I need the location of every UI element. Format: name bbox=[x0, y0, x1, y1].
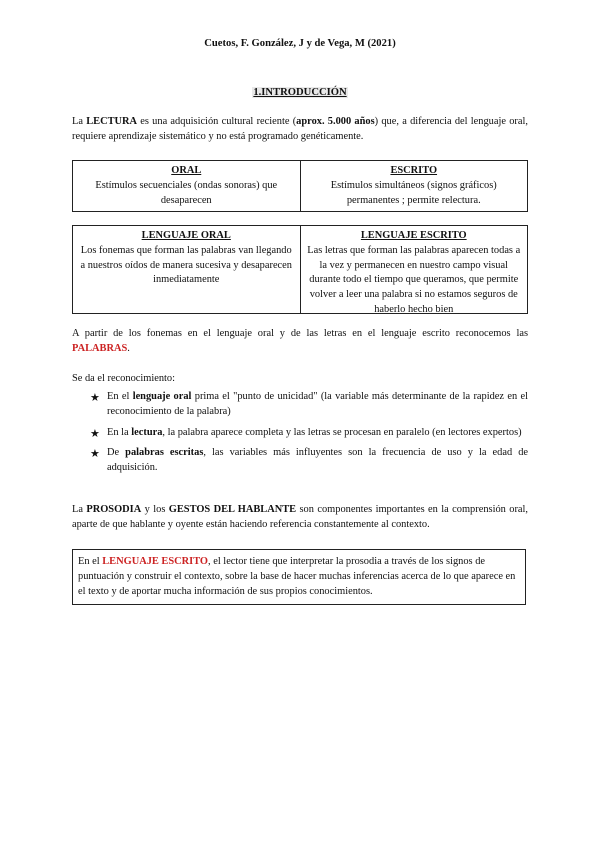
section-title-text: 1.INTRODUCCIÓN bbox=[253, 87, 347, 98]
palabras-paragraph bbox=[72, 327, 528, 357]
bullet-bold: palabras escritas bbox=[125, 447, 204, 459]
bullet-list bbox=[72, 390, 528, 482]
cell-lenguaje-escrito bbox=[300, 226, 528, 313]
cell-escrito bbox=[300, 161, 528, 211]
citation-header bbox=[0, 36, 600, 51]
cell-oral-text: Estímulos secuenciales (ondas sonoras) que desaparecen bbox=[95, 179, 278, 206]
intro-paragraph bbox=[72, 115, 528, 145]
cell-lenguaje-escrito-text: Las letras que forman las palabras aparecen todas a la vez y permanecen en nuestro campo visual durante todo el tiempo que queramos, que permite volver a leer una palabra si no estamos seguros de haberlo hecho bien bbox=[307, 244, 521, 315]
bullet-bold: lenguaje oral bbox=[132, 391, 192, 402]
term-prosodia: PROSODIA bbox=[86, 504, 142, 515]
cell-lenguaje-escrito-title: LENGUAJE ESCRITO bbox=[360, 230, 467, 241]
bullet-pre: En el bbox=[107, 391, 133, 402]
cell-escrito-title: ESCRITO bbox=[390, 165, 438, 176]
bullet-post: , las variables más influyentes son la frecuencia de uso y la edad de adquisición. bbox=[107, 447, 529, 474]
bullet-pre: En la bbox=[107, 426, 132, 438]
box-post: , el lector tiene que interpretar la prosodia a través de los signos de puntuación y construir el contexto, sobre la base de hacer muchas inferencias acerca de lo que aparece en el texto y de aportar mucha información de sus propios conocimientos. bbox=[78, 556, 516, 597]
bullet-pre: De bbox=[107, 447, 126, 459]
intro-years: aprox. 5.000 años bbox=[296, 116, 375, 127]
palabras-red: PALABRAS bbox=[72, 342, 128, 354]
palabras-text: A partir de los fonemas en el lenguaje oral y de las letras en el lenguaje escrito reconocemos las bbox=[72, 328, 528, 339]
intro-mid: es una adquisición cultural reciente ( bbox=[137, 116, 297, 127]
cell-escrito-text: Estímulos simultáneos (signos gráficos) permanentes ; permite relectura. bbox=[330, 179, 497, 206]
list-item bbox=[72, 446, 528, 476]
lenguaje-escrito-box bbox=[72, 549, 526, 605]
cell-lenguaje-oral bbox=[73, 226, 300, 313]
comparison-table-lenguaje bbox=[72, 225, 528, 314]
cell-oral bbox=[73, 161, 300, 211]
bullet-post: prima el "punto de unicidad" (la variable más determinante de la rapidez en el reconocimiento de la palabra) bbox=[107, 391, 528, 417]
box-red-term: LENGUAJE ESCRITO bbox=[102, 556, 209, 567]
intro-prefix: La bbox=[72, 116, 87, 127]
bullet-bold: lectura bbox=[131, 426, 163, 438]
prosodia-mid: y los bbox=[141, 504, 169, 515]
bullet-post: , la palabra aparece completa y las letras se procesan en paralelo (en lectores expertos) bbox=[162, 426, 522, 438]
palabras-end: . bbox=[127, 342, 130, 354]
prosodia-paragraph bbox=[72, 503, 528, 533]
prosodia-post: son componentes importantes en la comprensión oral, aparte de que hablante y oyente están haciendo referencia constantemente al contexto. bbox=[72, 504, 529, 530]
star-icon: ★ bbox=[90, 447, 100, 461]
term-gestos: GESTOS DEL HABLANTE bbox=[168, 504, 297, 515]
cell-oral-title: ORAL bbox=[171, 165, 202, 176]
comparison-table-oral-escrito bbox=[72, 160, 528, 212]
reconocimiento-text: Se da el reconocimiento: bbox=[72, 373, 176, 384]
intro-suffix: ) que, a diferencia del lenguaje oral, requiere aprendizaje sistemático y no está programado genéticamente. bbox=[72, 116, 528, 142]
cell-lenguaje-oral-text: Los fonemas que forman las palabras van llegando a nuestros oídos de manera sucesiva y desaparecen inmediatamente bbox=[80, 244, 292, 286]
section-title bbox=[0, 85, 600, 100]
cell-lenguaje-oral-title: LENGUAJE ORAL bbox=[141, 230, 231, 241]
star-icon: ★ bbox=[90, 426, 100, 440]
star-icon: ★ bbox=[90, 391, 100, 404]
citation-text: Cuetos, F. González, J y de Vega, M (2021) bbox=[204, 38, 396, 49]
list-item bbox=[72, 390, 528, 420]
term-lectura: LECTURA bbox=[86, 116, 138, 127]
list-item bbox=[72, 426, 528, 441]
prosodia-pre: La bbox=[72, 504, 87, 515]
reconocimiento-paragraph bbox=[72, 372, 528, 387]
box-pre: En el bbox=[78, 556, 103, 567]
